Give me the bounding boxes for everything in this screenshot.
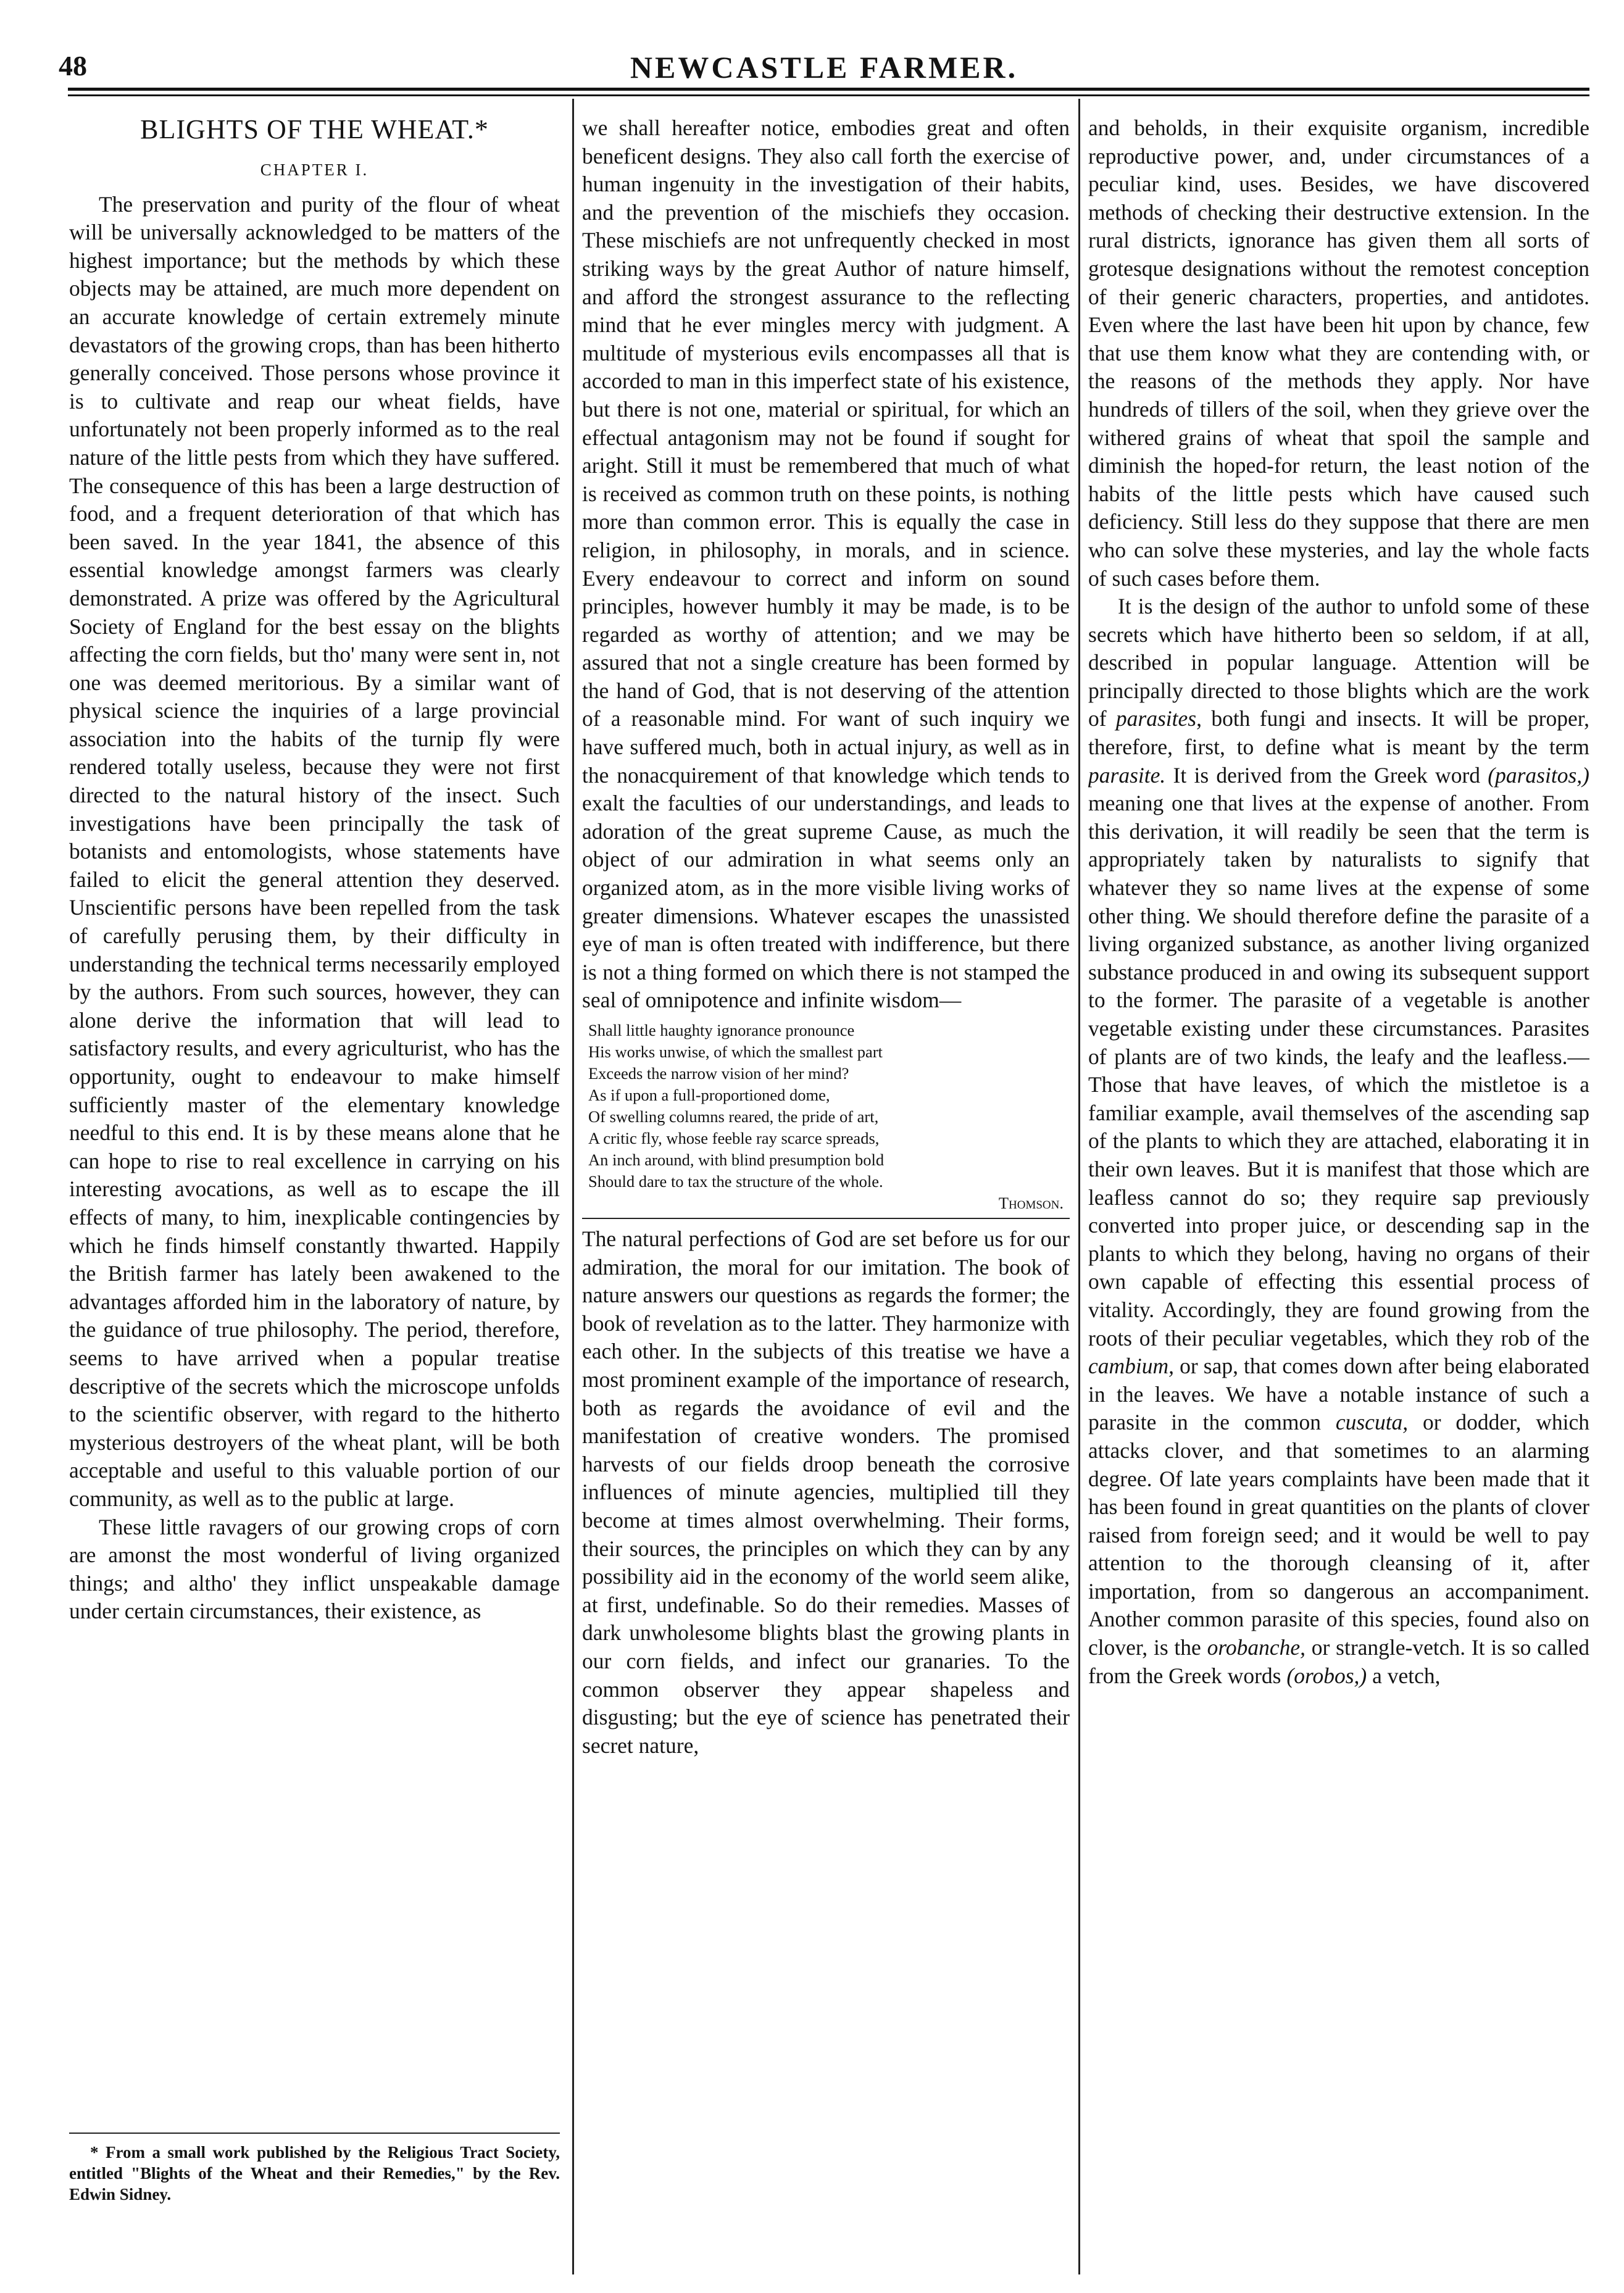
article-title: BLIGHTS OF THE WHEAT.*: [140, 114, 489, 144]
poem-line: Of swelling columns reared, the pride of art,: [588, 1107, 879, 1126]
poem-line: An inch around, with blind presumption bold: [588, 1151, 885, 1169]
column-3: [1088, 114, 1589, 2268]
poem-attribution: Thomson.: [998, 1194, 1064, 1212]
paragraph: we shall hereafter notice, embodies great and often beneficent designs. They also call forth the exercise of human ingenuity in the investigation of their habits, and the prevention of the mischiefs they occasion. These mischiefs are not unfrequently checked in most striking ways by the great Author of nature himself, and afford the strongest assurance to the reflecting mind that he ever mingles mercy with judgment. A multitude of mysterious evils encompasses all that is accorded to man in this imperfect state of his existence, but there is not one, material or spiritual, for which an effectual antagonism may not be found if sought for aright. Still it must be remembered that much of what is received as common truth on these points, is nothing more than common error. This is equally the case in religion, in philosophy, in morals, and in science. Every endeavour to correct and inform on sound principles, however humbly it may be made, is to be regarded as worthy of attention; and we may be assured that not a single creature has been formed by the hand of God, that is not deserving of the attention of a reasonable mind. For want of such inquiry we have suffered much, both in actual injury, as well as in the nonacquirement of that knowledge which tends to exalt the faculties of our understandings, and leads to adoration of the great supreme Cause, as much the object of our admiration in what seems only an organized atom, as in the more visible living works of greater dimensions. Whatever escapes the unassisted eye of man is often treated with indifference, but there is not a thing formed on which there is not stamped the seal of omnipotence and infinite wisdom—: [582, 115, 1070, 1013]
italic-term: parasites: [1115, 706, 1197, 731]
text-run: or dodder, which attacks clover, and that sometimes to an alarming degree. Of late years complaints have been made that it has been found in great quantities on the plants of clover raised from foreign seed; and it would be well to pay attention to the thorough cleansing of it, after importation, from so dangerous an accompaniment. Another common parasite of this species, found also on clover, is the: [1088, 1410, 1589, 1660]
italic-term: orobanche,: [1207, 1635, 1305, 1660]
italic-term: parasite.: [1088, 762, 1166, 788]
text-run: a vetch,: [1367, 1663, 1441, 1688]
text-run: meaning one that lives at the expense of another. From this derivation, it will readily be seen that the term is appropriately taken by naturalists to signify that whatever they so name lives at the expense of some other thing. We should therefore define the parasite of a living organized substance, as another living organized substance produced in and owing its subsequent support to the former. The parasite of a vegetable is another vegetable existing under these circumstances. Parasites of plants are of two kinds, the leafy and the leafless.— Those that have leaves, of which the mistletoe is a familiar example, avail themselves of the ascending sap of the plants to which they are attached, elaborating it in their own leaves. But it is manifest that those which are leafless cannot do so; they require sap previously converted into proper juice, or descending sap in the plants to which they belong, having no organs of their own capable of effecting this essential process of vitality. Accordingly, they are found growing from the roots of their peculiar vegetables, which they rob of the: [1088, 791, 1589, 1350]
footnote: [69, 2142, 560, 2205]
poem-line: His works unwise, of which the smallest part: [588, 1042, 883, 1061]
page-header: [59, 49, 1589, 93]
header-rule-thick: [68, 88, 1589, 91]
footnote-rule: [69, 2133, 560, 2134]
paragraph: The natural perfections of God are set before us for our admiration, the moral for our imitation. The book of nature answers our questions as regards the former; the book of revelation as to the latter. They harmonize with each other. In the subjects of this treatise we have a most prominent example of the importance of research, both as regards the avoidance of evil and the manifestation of creative wonders. The promised harvests of our fields droop beneath the corrosive influences of minute agencies, multiplied till they become at times almost overwhelming. Their forms, their sources, the principles on which they can by any possibility aid in the economy of the world seem alike, at first, undefinable. So do their remedies. Masses of dark unwholesome blights blast the growing plants in our corn fields, and infect our granaries. To the common observer they appear shapeless and disgusting; but the eye of science has penetrated their secret nature,: [582, 1226, 1070, 1758]
text-run: or strangle-vetch. It is so called from the Greek words: [1088, 1635, 1589, 1688]
text-run: , both fungi and insects. It will be proper, therefore, first, to define what is meant by the term: [1088, 706, 1589, 760]
poem-line: A critic fly, whose feeble ray scarce spreads,: [588, 1129, 880, 1147]
footnote-text: * From a small work published by the Religious Tract Society, entitled "Blights of the Wheat and their Remedies," by the Rev. Edwin Sidney.: [69, 2143, 560, 2204]
italic-term: cambium,: [1088, 1354, 1175, 1379]
chapter-heading: CHAPTER I.: [260, 160, 369, 179]
column-divider-1: [572, 99, 574, 2274]
text-run: or sap, that comes down after being elaborated in the leaves. We have a notable instance of such a parasite in the common: [1088, 1354, 1589, 1435]
column-divider-2: [1078, 99, 1080, 2274]
column-2: [582, 114, 1070, 2268]
running-title: NEWCASTLE FARMER.: [630, 50, 1018, 85]
italic-term: (orobos,): [1286, 1663, 1367, 1688]
header-rule-thin: [68, 94, 1589, 96]
paragraph: These little ravagers of our growing crops of corn are amonst the most wonderful of living organized things; and altho' they inflict unspeakable damage under certain circumstances, their existence, as: [69, 1514, 560, 1624]
poem-rule: [582, 1218, 1070, 1219]
poem-line: Exceeds the narrow vision of her mind?: [588, 1064, 849, 1083]
paragraph: The preservation and purity of the flour of wheat will be universally acknowledged to be matters of the highest importance; but the methods by which these objects may be attained, are much more dependent on an accurate knowledge of certain extremely minute devastators of the growing crops, than has been hitherto generally conceived. Those persons whose province it is to cultivate and reap our wheat fields, have unfortunately not been properly informed as to the real nature of the little pests from which they have suffered. The consequence of this has been a large destruction of food, and a frequent deterioration of that which has been saved. In the year 1841, the absence of this essential knowledge amongst farmers was clearly demonstrated. A prize was offered by the Agricultural Society of England for the best essay on the blights affecting the corn fields, but tho' many were sent in, not one was deemed meritorious. By a similar want of physical science the inquiries of a large provincial association into the habits of the turnip fly were rendered totally useless, because they were not first directed to the natural history of the insect. Such investigations have been principally the task of botanists and entomologists, whose statements have failed to elicit the general attention they deserved. Unscientific persons have been repelled from the task of carefully perusing them, by their difficulty in understanding the technical terms necessarily employed by the authors. From such sources, however, they can alone derive the information that will lead to satisfactory results, and every agriculturist, who has the opportunity, ought to endeavour to make himself sufficiently master of the elementary knowledge needful to this end. It is by these means alone that he can hope to rise to real excellence in carrying on his interesting avocations, as well as to escape the ill effects of many, to him, inexplicable contingencies by which he finds himself constantly thwarted. Happily the British farmer has lately been awakened to the advantages afforded him in the laboratory of nature, by the guidance of true philosophy. The period, therefore, seems to have arrived when a popular treatise descriptive of the secrets which the microscope unfolds to the scientific observer, with regard to the hitherto mysterious destroyers of the wheat plant, will be both acceptable and useful to this valuable portion of our community, as well as to the public at large.: [69, 191, 560, 1511]
text-run: It is derived from the Greek word: [1165, 762, 1488, 788]
page-number: 48: [59, 50, 87, 81]
paragraph: [1088, 593, 1589, 1690]
column-1: [69, 114, 560, 2268]
poem-quote: [588, 1020, 1070, 1214]
poem-line: As if upon a full-proportioned dome,: [588, 1086, 830, 1104]
poem-line: Shall little haughty ignorance pronounce: [588, 1021, 855, 1039]
paragraph: and beholds, in their exquisite organism, incredible reproductive power, and, under circumstances of a peculiar kind, uses. Besides, we have discovered methods of checking their destructive extension. In the rural districts, ignorance has given them all sorts of grotesque designations without the remotest conception of their generic characters, properties, and antidotes. Even where the last have been hit upon by chance, few that use them know what they are contending with, or the reasons of the methods they apply. Nor have hundreds of tillers of the soil, when they grieve over the withered grains of wheat that spoil the sample and diminish the hoped-for return, the least notion of the habits of the little pests which have caused such deficiency. Still less do they suppose that there are men who can solve these mysteries, and lay the whole facts of such cases before them.: [1088, 115, 1589, 591]
italic-term: (parasitos,): [1488, 762, 1589, 788]
text-run: It is the design of the author to unfold some of these secrets which have hitherto been so seldom, if at all, described in popular language. Attention will be principally directed to those blights which are the work of: [1088, 594, 1589, 731]
italic-term: cuscuta,: [1335, 1410, 1409, 1435]
poem-line: Should dare to tax the structure of the whole.: [588, 1172, 883, 1191]
